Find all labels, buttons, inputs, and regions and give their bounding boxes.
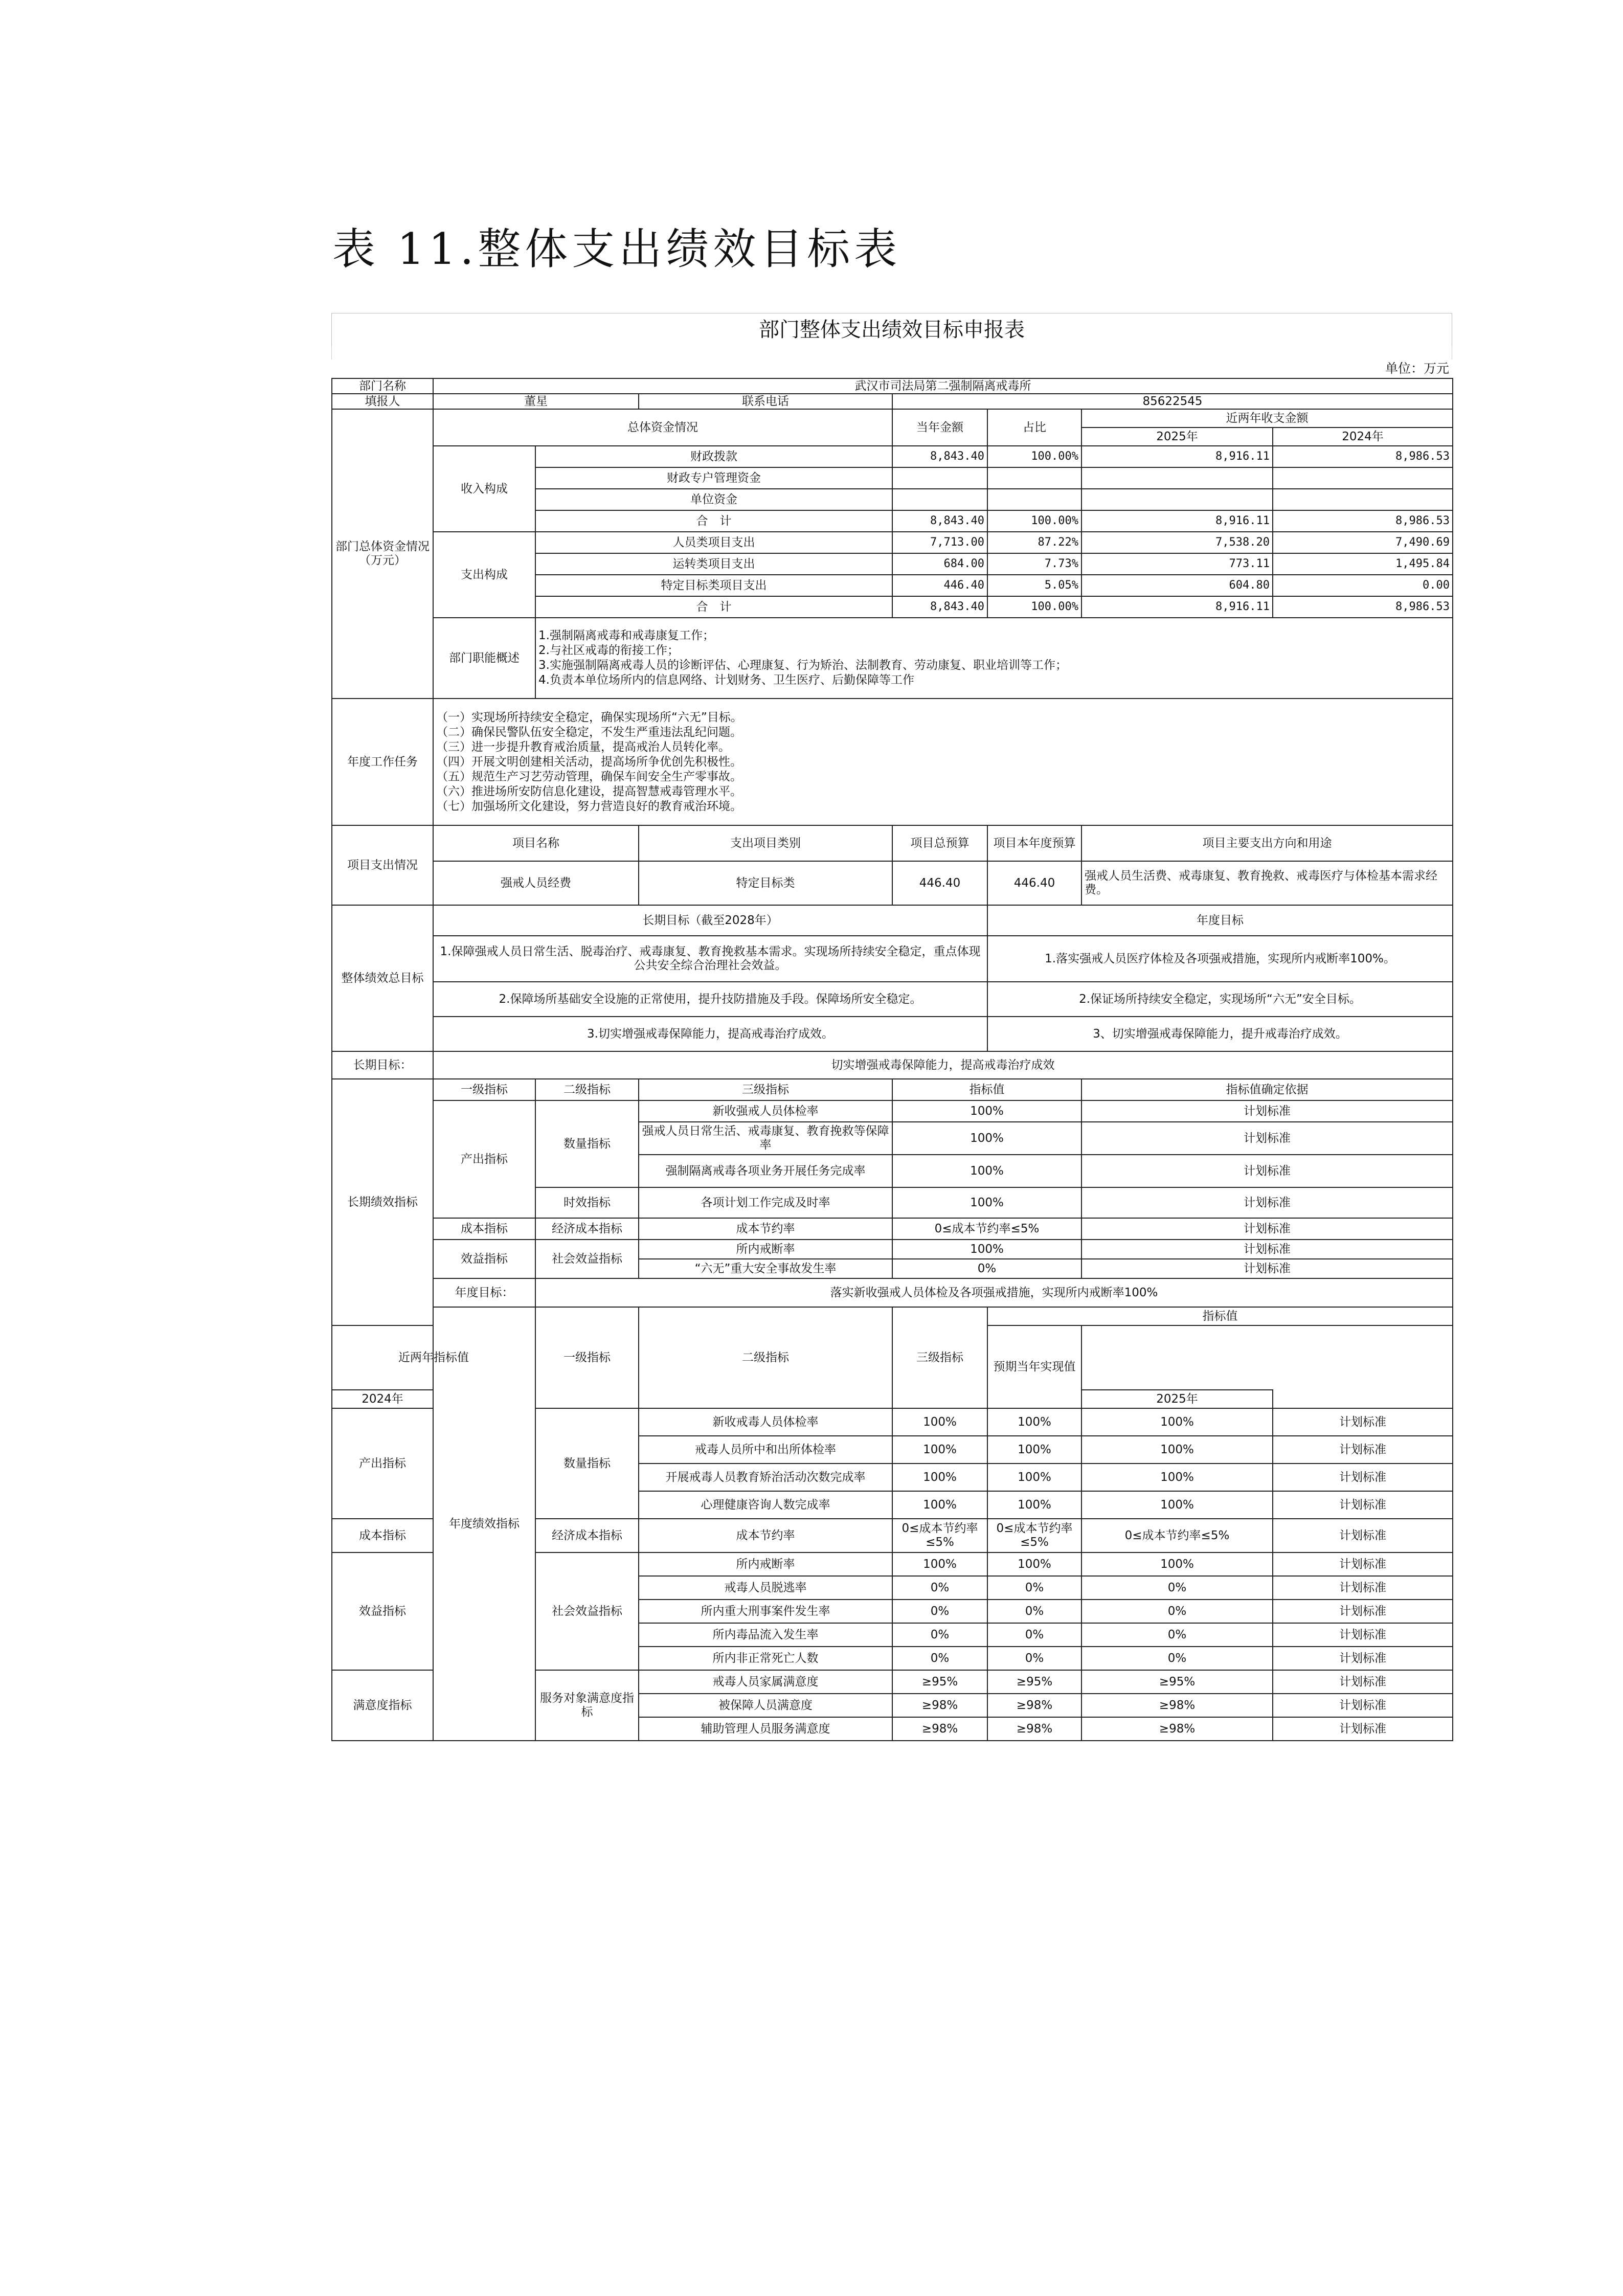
- year-ind-2024: ≥95%: [892, 1670, 987, 1694]
- year-ind-satisfaction: 满意度指标: [332, 1670, 433, 1741]
- year-ind-2025: 100%: [987, 1408, 1081, 1436]
- long-ind-basis: 计划标准: [1081, 1100, 1453, 1122]
- income-label: 收入构成: [433, 446, 535, 532]
- expense-ratio: 7.73%: [987, 553, 1081, 575]
- year-goal-text: 落实新收强戒人员体检及各项强戒措施，实现所内戒断率100%: [535, 1278, 1453, 1307]
- expense-name: 运转类项目支出: [535, 553, 892, 575]
- year-ind-hexpect: 预期当年实现值: [987, 1325, 1081, 1408]
- year-ind-cost: 成本指标: [332, 1519, 433, 1552]
- long-ind-hb: 指标值确定依据: [1081, 1079, 1453, 1100]
- funds-2024-header: 2024年: [1273, 427, 1453, 446]
- project-year: 446.40: [987, 861, 1081, 905]
- year-ind-2024: ≥98%: [892, 1717, 987, 1741]
- income-current: [892, 489, 987, 510]
- long-ind-quantity: 数量指标: [535, 1100, 639, 1187]
- long-ind-h1: 一级指标: [433, 1079, 535, 1100]
- year-ind-2024: 0%: [892, 1647, 987, 1670]
- year-ind-expect: ≥98%: [1081, 1694, 1273, 1717]
- year-ind-expect: 100%: [1081, 1552, 1273, 1576]
- project-use: 强戒人员生活费、戒毒康复、教育挽救、戒毒医疗与体检基本需求经费。: [1081, 861, 1453, 905]
- year-ind-2024: 0%: [892, 1576, 987, 1600]
- goals-header-row: [332, 905, 1453, 936]
- income-2025: 8,916.11: [1081, 510, 1273, 532]
- long-goal-label: 长期目标：: [332, 1051, 433, 1079]
- projects-label: 项目支出情况: [332, 825, 433, 905]
- long-ind-value: 100%: [892, 1100, 1081, 1122]
- year-ind-basis: 计划标准: [1273, 1600, 1453, 1623]
- year-ind-basis: 计划标准: [1273, 1464, 1453, 1491]
- year-ind-name: 辅助管理人员服务满意度: [639, 1717, 892, 1741]
- goal-year: 2.保证场所持续安全稳定，实现场所“六无”安全目标。: [987, 982, 1453, 1017]
- income-ratio: [987, 489, 1081, 510]
- year-ind-2024: 100%: [892, 1436, 987, 1464]
- goals-long-header: 长期目标（截至2028年）: [433, 905, 987, 936]
- unit-label: 单位：万元: [1385, 361, 1449, 376]
- duties-label: 部门职能概述: [433, 618, 535, 699]
- year-ind-2024: 100%: [892, 1464, 987, 1491]
- income-current: 8,843.40: [892, 446, 987, 467]
- income-current: [892, 467, 987, 489]
- long-ind-value: 100%: [892, 1240, 1081, 1259]
- long-ind-value: 0%: [892, 1259, 1081, 1278]
- funds-2025-header: 2025年: [1081, 427, 1273, 446]
- year-ind-expect: 100%: [1081, 1408, 1273, 1436]
- filler-row: [332, 394, 1453, 409]
- long-ind-cost: 成本指标: [433, 1218, 535, 1240]
- duties-row: [332, 618, 1453, 699]
- year-goal-label: 年度目标：: [433, 1278, 535, 1307]
- year-ind-name: 所内毒品流入发生率: [639, 1623, 892, 1647]
- year-ind-basis: 计划标准: [1273, 1408, 1453, 1436]
- year-ind-expect: 0%: [1081, 1623, 1273, 1647]
- long-goal-text: 切实增强戒毒保障能力，提高戒毒治疗成效: [433, 1051, 1453, 1079]
- goals-row: [332, 936, 1453, 982]
- year-ind-expect: ≥98%: [1081, 1717, 1273, 1741]
- year-ind-2025: 100%: [987, 1491, 1081, 1519]
- long-ind-value: 100%: [892, 1122, 1081, 1155]
- year-ind-expect: 0≤成本节约率≤5%: [1081, 1519, 1273, 1552]
- dept-label: 部门名称: [332, 378, 433, 394]
- year-ind-2025: 100%: [987, 1436, 1081, 1464]
- income-current: 8,843.40: [892, 510, 987, 532]
- year-ind-hv: 指标值: [987, 1307, 1453, 1325]
- income-2025: [1081, 489, 1273, 510]
- year-goal-row: [332, 1278, 1453, 1307]
- year-ind-expect: 100%: [1081, 1436, 1273, 1464]
- year-ind-h2025: 2025年: [1081, 1390, 1273, 1408]
- income-2024: 8,986.53: [1273, 446, 1453, 467]
- year-ind-name: 戒毒人员所中和出所体检率: [639, 1436, 892, 1464]
- dept-row: [332, 378, 1453, 394]
- form-frame: [331, 313, 1452, 1741]
- year-ind-name: 戒毒人员家属满意度: [639, 1670, 892, 1694]
- expense-current: 446.40: [892, 575, 987, 596]
- title-spacer: [331, 346, 1452, 359]
- expense-2024: 1,495.84: [1273, 553, 1453, 575]
- expense-label: 支出构成: [433, 532, 535, 618]
- long-ind-basis: 计划标准: [1081, 1122, 1453, 1155]
- expense-2025: 604.80: [1081, 575, 1273, 596]
- year-ind-2024: 100%: [892, 1552, 987, 1576]
- year-ind-2024: ≥98%: [892, 1694, 987, 1717]
- projects-name-header: 项目名称: [433, 825, 639, 861]
- year-ind-quantity: 数量指标: [535, 1408, 639, 1519]
- year-ind-expect: 0%: [1081, 1600, 1273, 1623]
- expense-2025: 8,916.11: [1081, 596, 1273, 618]
- long-ind-name: 各项计划工作完成及时率: [639, 1187, 892, 1218]
- long-ind-header-row: [332, 1079, 1453, 1100]
- long-ind-name: 新收强戒人员体检率: [639, 1100, 892, 1122]
- year-ind-basis: 计划标准: [1273, 1623, 1453, 1647]
- year-ind-basis: 计划标准: [1273, 1576, 1453, 1600]
- goals-label: 整体绩效总目标: [332, 905, 433, 1051]
- year-ind-expect: 0%: [1081, 1576, 1273, 1600]
- expense-row: [332, 532, 1453, 553]
- expense-ratio: 87.22%: [987, 532, 1081, 553]
- goal-year: 1.落实强戒人员医疗体检及各项强戒措施，实现所内戒断率100%。: [987, 936, 1453, 982]
- expense-2024: 7,490.69: [1273, 532, 1453, 553]
- income-ratio: 100.00%: [987, 446, 1081, 467]
- project-total: 446.40: [892, 861, 987, 905]
- year-ind-2025: 100%: [987, 1552, 1081, 1576]
- year-ind-social: 社会效益指标: [535, 1552, 639, 1670]
- projects-total-header: 项目总预算: [892, 825, 987, 861]
- projects-use-header: 项目主要支出方向和用途: [1081, 825, 1453, 861]
- goals-year-header: 年度目标: [987, 905, 1453, 936]
- projects-year-header: 项目本年度预算: [987, 825, 1081, 861]
- year-ind-basis: 计划标准: [1273, 1519, 1453, 1552]
- filler-value: 董星: [433, 394, 639, 409]
- year-ind-name: 所内重大刑事案件发生率: [639, 1600, 892, 1623]
- long-ind-name: “六无”重大安全事故发生率: [639, 1259, 892, 1278]
- expense-name: 特定目标类项目支出: [535, 575, 892, 596]
- page-heading: 表 11.整体支出绩效目标表: [332, 224, 901, 274]
- year-ind-2024: 100%: [892, 1491, 987, 1519]
- expense-current: 7,713.00: [892, 532, 987, 553]
- year-ind-basis: 计划标准: [1273, 1491, 1453, 1519]
- expense-2024: 8,986.53: [1273, 596, 1453, 618]
- year-ind-basis: 计划标准: [1273, 1717, 1453, 1741]
- year-ind-basis: 计划标准: [1273, 1694, 1453, 1717]
- year-ind-basis: 计划标准: [1273, 1552, 1453, 1576]
- long-ind-benefit: 效益指标: [433, 1240, 535, 1278]
- projects-header-row: [332, 825, 1453, 861]
- year-ind-econ-cost: 经济成本指标: [535, 1519, 639, 1552]
- income-name: 合 计: [535, 510, 892, 532]
- long-ind-row: [332, 1218, 1453, 1240]
- income-2024: [1273, 489, 1453, 510]
- duties-text: 1.强制隔离戒毒和戒毒康复工作； 2.与社区戒毒的衔接工作； 3.实施强制隔离戒毒人员的诊断评估、心理康复、行为矫治、法制教育、劳动康复、职业培训等工作； 4.负责本单位场所内的信息网络、计划财务、卫生医疗、后勤保障等工作: [535, 618, 1453, 699]
- projects-type-header: 支出项目类别: [639, 825, 892, 861]
- long-ind-social: 社会效益指标: [535, 1240, 639, 1278]
- year-ind-2024: 100%: [892, 1408, 987, 1436]
- long-ind-h3: 三级指标: [639, 1079, 892, 1100]
- long-ind-row: [332, 1240, 1453, 1259]
- long-ind-value: 100%: [892, 1187, 1081, 1218]
- form-title: 部门整体支出绩效目标申报表: [331, 313, 1452, 346]
- long-ind-output: 产出指标: [433, 1100, 535, 1218]
- year-ind-header-row: [332, 1307, 1453, 1325]
- goal-long: 3.切实增强戒毒保障能力，提高戒毒治疗成效。: [433, 1017, 987, 1051]
- year-ind-2025: ≥98%: [987, 1717, 1081, 1741]
- project-name: 强戒人员经费: [433, 861, 639, 905]
- expense-2024: 0.00: [1273, 575, 1453, 596]
- funds-current-header: 当年金额: [892, 409, 987, 446]
- performance-table: [331, 378, 1453, 1741]
- year-ind-2025: 0%: [987, 1600, 1081, 1623]
- goals-row: [332, 1017, 1453, 1051]
- tasks-label: 年度工作任务: [332, 699, 433, 825]
- long-ind-hv: 指标值: [892, 1079, 1081, 1100]
- year-ind-2025: ≥95%: [987, 1670, 1081, 1694]
- year-ind-service: 服务对象满意度指标: [535, 1670, 639, 1741]
- funds-section-label: 部门总体资金情况（万元）: [332, 409, 433, 699]
- tasks-text: （一）实现场所持续安全稳定，确保实现场所“六无”目标。 （二）确保民警队伍安全稳定，不发生严重违法乱纪问题。 （三）进一步提升教育戒治质量，提高戒治人员转化率。 （四）开展文明创建相关活动，提高场所争优创先积极性。 （五）规范生产习艺劳动管理，确保车间安全生产零事故。 （六）推进场所安防信息化建设，提高智慧戒毒管理水平。 （七）加强场所文化建设，努力营造良好的教育戒治环境。: [433, 699, 1453, 825]
- long-ind-row: [332, 1100, 1453, 1122]
- year-ind-h1: 一级指标: [535, 1307, 639, 1408]
- year-ind-2025: 0%: [987, 1576, 1081, 1600]
- filler-label: 填报人: [332, 394, 433, 409]
- funds-header-row: [332, 409, 1453, 427]
- project-type: 特定目标类: [639, 861, 892, 905]
- long-ind-timeliness: 时效指标: [535, 1187, 639, 1218]
- income-ratio: 100.00%: [987, 510, 1081, 532]
- long-ind-value: 100%: [892, 1155, 1081, 1187]
- year-ind-name: 所内非正常死亡人数: [639, 1647, 892, 1670]
- income-2025: [1081, 467, 1273, 489]
- long-ind-name: 所内戒断率: [639, 1240, 892, 1259]
- year-ind-basis: 计划标准: [1273, 1436, 1453, 1464]
- funds-ratio-header: 占比: [987, 409, 1081, 446]
- long-ind-basis: 计划标准: [1081, 1187, 1453, 1218]
- year-ind-2024: 0≤成本节约率≤5%: [892, 1519, 987, 1552]
- income-name: 财政拨款: [535, 446, 892, 467]
- expense-current: 8,843.40: [892, 596, 987, 618]
- phone-label: 联系电话: [639, 394, 892, 409]
- income-2024: 8,986.53: [1273, 510, 1453, 532]
- year-ind-2025: ≥98%: [987, 1694, 1081, 1717]
- income-name: 财政专户管理资金: [535, 467, 892, 489]
- long-ind-basis: 计划标准: [1081, 1155, 1453, 1187]
- year-ind-label: 年度绩效指标: [433, 1307, 535, 1741]
- long-ind-value: 0≤成本节约率≤5%: [892, 1218, 1081, 1240]
- long-ind-name: 强制隔离戒毒各项业务开展任务完成率: [639, 1155, 892, 1187]
- expense-2025: 773.11: [1081, 553, 1273, 575]
- year-ind-2024: 0%: [892, 1600, 987, 1623]
- year-ind-hrecent: 近两年指标值: [332, 1325, 535, 1390]
- long-ind-h2: 二级指标: [535, 1079, 639, 1100]
- goal-long: 2.保障场所基础安全设施的正常使用，提升技防措施及手段。保障场所安全稳定。: [433, 982, 987, 1017]
- year-ind-expect: 0%: [1081, 1647, 1273, 1670]
- year-ind-h2: 二级指标: [639, 1307, 892, 1408]
- long-ind-econ-cost: 经济成本指标: [535, 1218, 639, 1240]
- year-ind-basis: 计划标准: [1273, 1647, 1453, 1670]
- year-ind-expect: ≥95%: [1081, 1670, 1273, 1694]
- year-ind-2025: 100%: [987, 1464, 1081, 1491]
- year-ind-name: 新收戒毒人员体检率: [639, 1408, 892, 1436]
- phone-value: 85622545: [892, 394, 1453, 409]
- year-ind-h2024: 2024年: [332, 1390, 433, 1408]
- year-ind-output: 产出指标: [332, 1408, 433, 1519]
- funds-recent-header: 近两年收支金额: [1081, 409, 1453, 427]
- long-ind-name: 成本节约率: [639, 1218, 892, 1240]
- income-2024: [1273, 467, 1453, 489]
- expense-name: 合 计: [535, 596, 892, 618]
- year-ind-2024: 0%: [892, 1623, 987, 1647]
- expense-2025: 7,538.20: [1081, 532, 1273, 553]
- expense-ratio: 100.00%: [987, 596, 1081, 618]
- year-ind-name: 所内戒断率: [639, 1552, 892, 1576]
- income-2025: 8,916.11: [1081, 446, 1273, 467]
- year-ind-basis: 计划标准: [1273, 1670, 1453, 1694]
- year-ind-2025: 0%: [987, 1623, 1081, 1647]
- project-row: [332, 861, 1453, 905]
- long-ind-label: 长期绩效指标: [332, 1079, 433, 1325]
- year-ind-name: 成本节约率: [639, 1519, 892, 1552]
- year-ind-name: 开展戒毒人员教育矫治活动次数完成率: [639, 1464, 892, 1491]
- year-ind-name: 戒毒人员脱逃率: [639, 1576, 892, 1600]
- long-ind-basis: 计划标准: [1081, 1259, 1453, 1278]
- goal-long: 1.保障强戒人员日常生活、脱毒治疗、戒毒康复、教育挽救基本需求。实现场所持续安全稳定，重点体现公共安全综合治理社会效益。: [433, 936, 987, 982]
- year-ind-expect: 100%: [1081, 1464, 1273, 1491]
- dept-value: 武汉市司法局第二强制隔离戒毒所: [433, 378, 1453, 394]
- goal-year: 3、切实增强戒毒保障能力，提升戒毒治疗成效。: [987, 1017, 1453, 1051]
- year-ind-name: 心理健康咨询人数完成率: [639, 1491, 892, 1519]
- year-ind-2025: 0≤成本节约率≤5%: [987, 1519, 1081, 1552]
- year-ind-expect: 100%: [1081, 1491, 1273, 1519]
- long-ind-basis: 计划标准: [1081, 1218, 1453, 1240]
- expense-current: 684.00: [892, 553, 987, 575]
- goals-row: [332, 982, 1453, 1017]
- funds-overall-header: 总体资金情况: [433, 409, 892, 446]
- tasks-row: [332, 699, 1453, 825]
- expense-ratio: 5.05%: [987, 575, 1081, 596]
- long-ind-name: 强戒人员日常生活、戒毒康复、教育挽救等保障率: [639, 1122, 892, 1155]
- long-ind-basis: 计划标准: [1081, 1240, 1453, 1259]
- year-ind-name: 被保障人员满意度: [639, 1694, 892, 1717]
- income-ratio: [987, 467, 1081, 489]
- income-row: [332, 446, 1453, 467]
- year-ind-benefit: 效益指标: [332, 1552, 433, 1670]
- long-goal-row: [332, 1051, 1453, 1079]
- year-ind-2025: 0%: [987, 1647, 1081, 1670]
- income-name: 单位资金: [535, 489, 892, 510]
- expense-name: 人员类项目支出: [535, 532, 892, 553]
- year-ind-h3: 三级指标: [892, 1307, 987, 1408]
